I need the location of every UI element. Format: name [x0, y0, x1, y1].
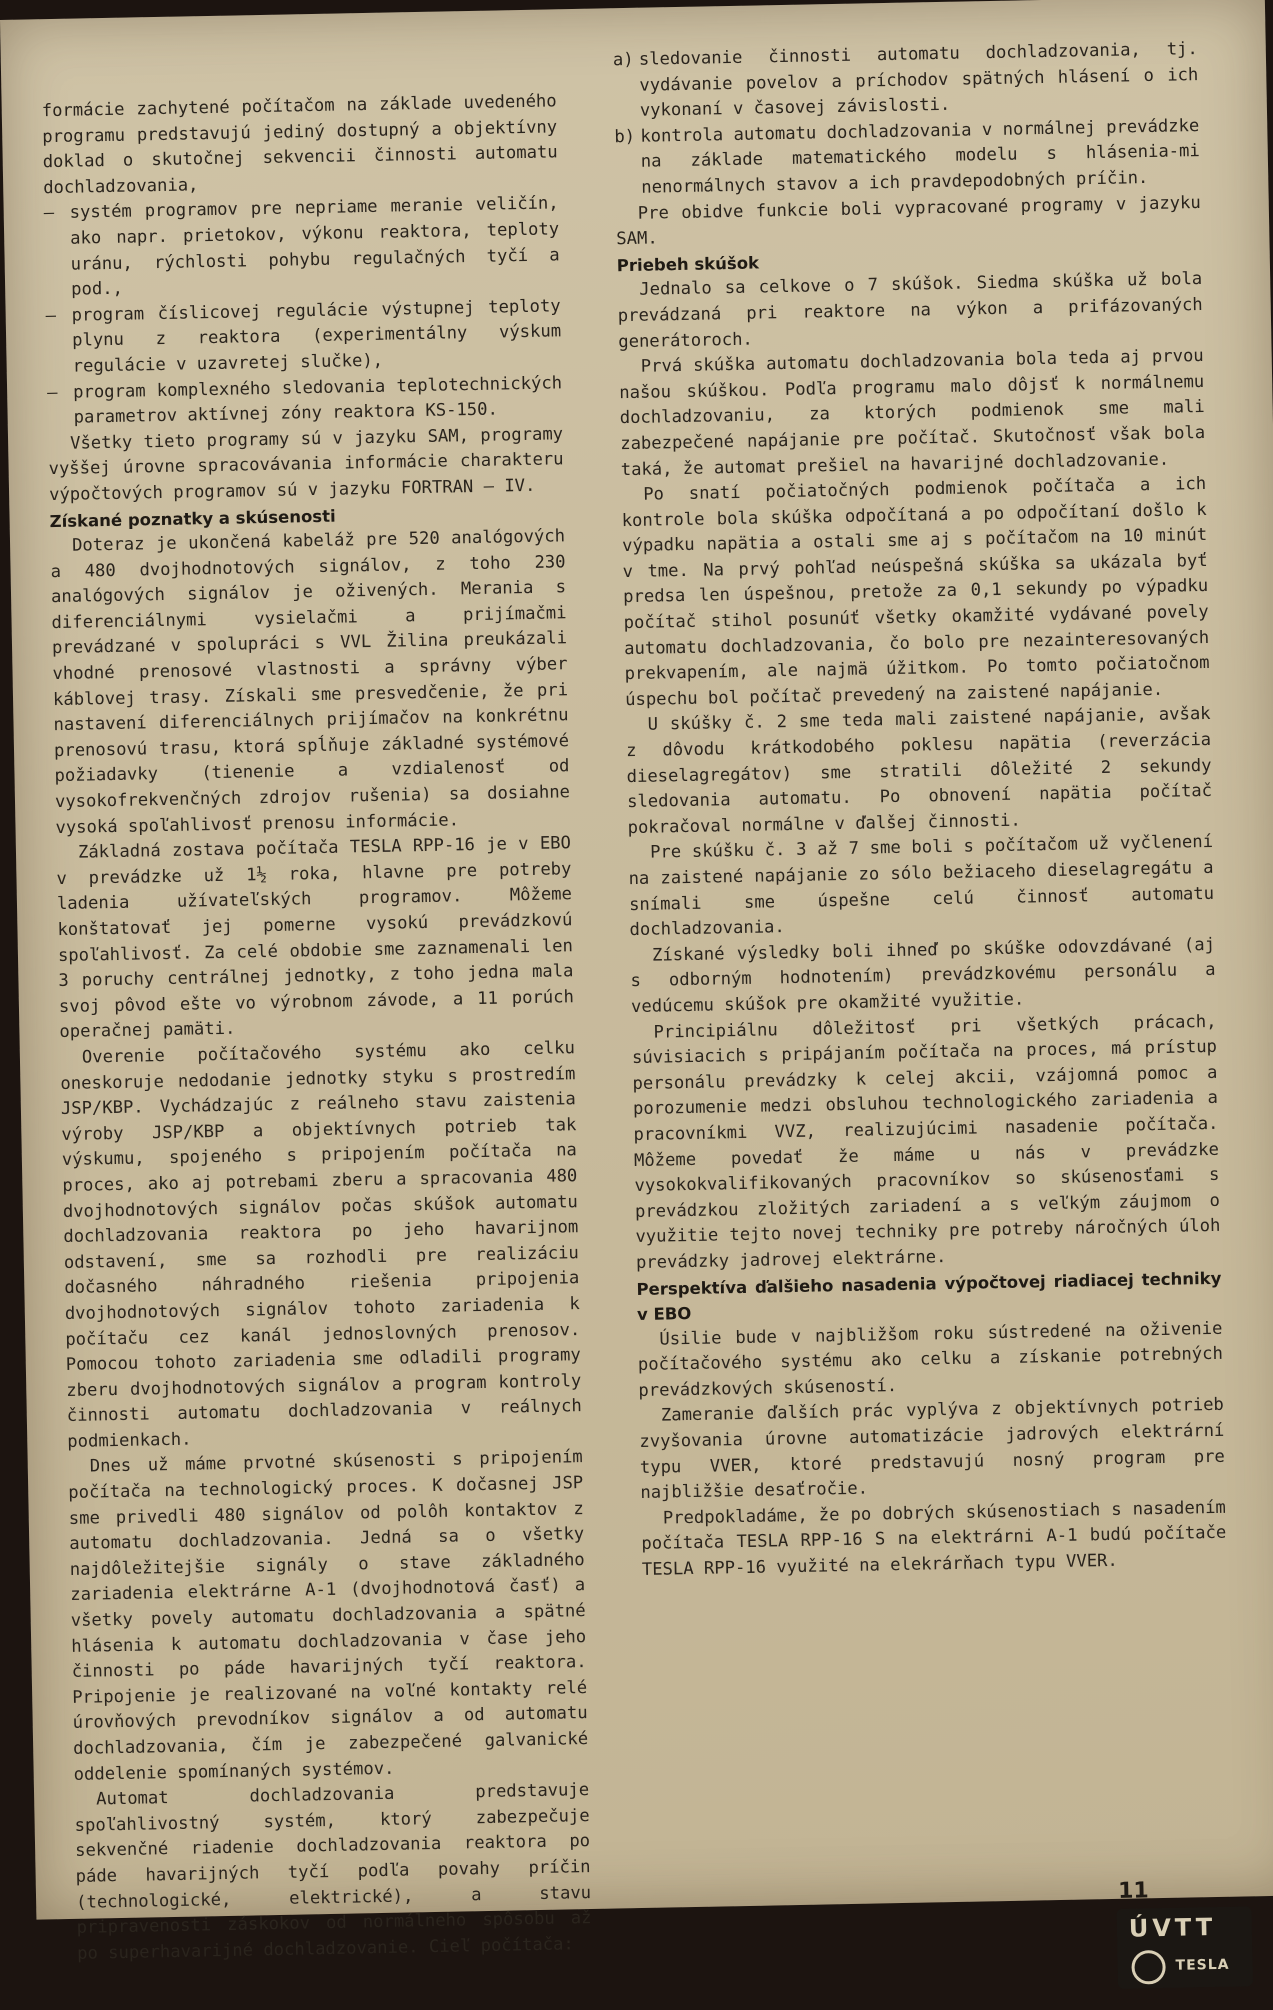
list-item: [45, 294, 561, 381]
left-column: [42, 89, 593, 1967]
list-marker: a): [612, 49, 634, 71]
list-item-text: kontrola automatu dochladzovania v normálnej prevádzke na základe matematického modelu s hlásenia-mi nenormálnych stavov a ich pravdepodobných príčin.: [640, 115, 1200, 198]
paragraph: Získané výsledky boli ihneď po skúške odovzdávané (aj s odborným hodnotením) prevádzkovému personálu a vedúcemu skúšok pre okamžité využitie.: [630, 934, 1216, 1018]
publisher-logo: [1116, 1906, 1253, 1989]
section-heading: Perspektíva ďalšieho nasadenia výpočtovej riadiacej techniky v EBO: [636, 1268, 1222, 1325]
list-item-text: program číslicovej regulácie výstupnej teploty plynu z reaktora (experimentálny výskum regulácie v uzavretej slučke),: [71, 296, 562, 377]
paragraph: Pre skúšku č. 3 až 7 sme boli s počítačom už vyčlenení na zaistené napájanie zo sólo bežiaceho dieselagregátu a snímali sme úspešne celú činnosť automatu dochladzovania.: [628, 832, 1215, 941]
paragraph: Úsilie bude v najbližšom roku sústredené na oživenie počítačového systému ako celku a získanie potrebných prevádzkových skúseností.: [637, 1318, 1224, 1401]
logo-circle-icon: [1131, 1950, 1166, 1985]
list-item: [43, 192, 560, 304]
paragraph: Principiálnu dôležitosť pri všetkých prácach, súvisiacich s pripájaním počítača na proces, má prístup personálu prevádzky k celej akcii, vzájomná pomoc a porozumenie medzi obsluhou technologického zariadenia a pracovníkmi VVZ, realizujúcimi nasadenie počítača. Môžeme povedať že máme u nás v prevádzke vysokokvalifikovaných pracovníkov so skúsenosťami s prevádzkou zložitých zariadení a s veľkým záujmom o využitie tejto novej techniky pre potreby náročných úloh prevádzky jadrovej elektrárne.: [631, 1011, 1221, 1273]
list-item-text: sledovanie činnosti automatu dochladzovania, tj. vydávanie povelov a príchodov spätných hlásení o ich vykonaní v časovej závislosti.: [638, 39, 1199, 121]
paragraph: Všetky tieto programy sú v jazyku SAM, programy vyššej úrovne spracovávania informácie charakteru výpočtových programov sú v jazyku FORTRAN — IV.: [48, 423, 564, 506]
paragraph: Pre obidve funkcie boli vypracované programy v jazyku SAM.: [616, 192, 1201, 250]
paragraph: Jednalo sa celkove o 7 skúšok. Siedma skúška už bola prevádzaná pri reaktore na výkon a prifázovaných generátoroch.: [617, 269, 1203, 352]
paragraph: Základná zostava počítača TESLA RPP-16 je v EBO v prevádzke už 1½ roka, hlavne pre potreby ladenia užívateľských programov. Môžeme konštatovať jej pomerne vysokú prevádzkovú spoľahlivosť. Za celé obdobie sme zaznamenali len 3 poruchy centrálnej jednotky, z toho jedna mala svoj pôvod ešte vo výrobnom závode, a 11 porúch operačnej pamäti.: [56, 833, 575, 1043]
list-marker: b): [614, 126, 636, 148]
logo-bottom-text: TESLA: [1175, 1956, 1230, 1974]
paragraph: Zameranie ďalších prác vyplýva z objektívnych potrieb zvyšovania úrovne automatizácie jadrových elektrární typu VVER, ktoré predstavujú nosný program pre najbližšie desaťročie.: [639, 1395, 1225, 1504]
paragraph: U skúšky č. 2 sme teda mali zaistené napájanie, avšak z dôvodu krátkodobého poklesu napätia (reverzácia dieselagregátov) sme stratili dôležité 2 sekundy sledovania automatu. Po obnovení napätia počítač pokračoval normálne v ďalšej činnosti.: [625, 704, 1213, 838]
list-item-text: program komplexného sledovania teplotechnických parametrov aktívnej zóny reaktora KS-150.: [72, 372, 563, 428]
list-item: [613, 37, 1199, 125]
page-number: 11: [1117, 1878, 1149, 1904]
section-heading: Získané poznatky a skúsenosti: [49, 506, 336, 531]
dash-mark: —: [45, 305, 57, 326]
list-item: [47, 371, 563, 432]
dash-mark: —: [46, 382, 58, 403]
paragraph: Predpokladáme, že po dobrých skúsenostiach s nasadením počítača TESLA RPP-16 S na elektrárni A-1 budú počítače TESLA RPP-16 využité na elekrárňach typu VVER.: [641, 1497, 1227, 1580]
paragraph: Overenie počítačového systému ako celku oneskoruje nedodanie jednotky styku s prostredím JSP/KBP. Vychádzajúc z reálneho stavu zaistenia výroby JSP/KBP a objektívnych potrieb tak výskumu, spojeného s pripojením počítača na proces, ako aj potrebami zberu a spracovania 480 dvojhodnotových signálov počas skúšok automatu dochladzovania reaktora po jeho havarijnom odstavení, sme sa rozhodli pre realizáciu dočasného náhradného riešenia pripojenia dvojhodnotových signálov tohoto zariadenia k počítaču cez kanál jednoslovných prenosov. Pomocou tohoto zariadenia sme odladili programy zberu dvojhodnotových signálov a program kontroly činnosti automatu dochladzovania v reálnych podmienkach.: [60, 1038, 582, 1452]
paragraph: formácie zachytené počítačom na základe uvedeného programu predstavujú jediný dostupný a objektívny doklad o skutočnej sekvencii činnosti automatu dochladzovania,: [41, 91, 558, 198]
section-heading: Priebeh skúšok: [616, 253, 760, 275]
paragraph: Dnes už máme prvotné skúsenosti s pripojením počítača na technologický proces. K dočasnej JSP sme privedli 480 signálov od polôh kontaktov z automatu dochladzovania. Jedná sa o všetky najdôležitejšie signály o stave základného zariadenia elektrárne A-1 (dvojhodnotová časť) a všetky povely automatu dochladzovania a spätné hlásenia k automatu dochladzovania v čase jeho činnosti po páde havarijných tyčí reaktora. Pripojenie je realizované na voľné kontakty relé úrovňových prevodníkov signálov a od automatu dochladzovania, čím je zabezpečené galvanické oddelenie spomínaných systémov.: [68, 1447, 589, 1785]
paragraph: Automat dochladzovania predstavuje spoľahlivostný systém, ktorý zabezpečuje sekvenčné riadenie dochladzovania reaktora po páde havarijných tyčí podľa povahy príčin (technologické, elektrické), a stavu pripravenosti záskokov od normálneho spôsobu až po superhavarijné dochladzovanie. Cieľ počítača:: [74, 1780, 592, 1964]
list-item-text: systém programov pre nepriame meranie veličín, ako napr. prietokov, výkonu reaktora, teploty uránu, rýchlosti pohybu regulačných tyčí a pod.,: [69, 193, 560, 300]
right-column: [613, 37, 1227, 1584]
logo-top-text: ÚVTT: [1128, 1913, 1217, 1943]
paragraph: Po snatí počiatočných podmienok počítača a ich kontrole bola skúška odpočítaná a po odpočítaní došlo k výpadku napätia a ostali sme aj s počítačom na 10 minút v tme. Na prvý pohľad neúspešná skúška sa ukázala byť predsa len úspešnou, pretože za 0,1 sekundy po výpadku počítač stihol posunúť všetky okamžité vydávané povely automatu dochladzovania, čo bolo pre nezainteresovaných prekvapením, ale najmä úžitkom. Po tomto počiatočnom úspechu bol počítač prevedený na zaistené napájanie.: [621, 474, 1210, 710]
paragraph: Prvá skúška automatu dochladzovania bola teda aj prvou našou skúškou. Podľa programu malo dôjsť k normálnemu dochladzovaniu, za ktorých podmienok sme mali zabezpečené napájanie pre počítač. Skutočnosť však bola taká, že automat prešiel na havarijné dochladzovanie.: [619, 346, 1206, 480]
paragraph: Doteraz je ukončená kabeláž pre 520 analógových a 480 dvojhodnotových signálov, z toho 230 analógových signálov je oživených. Merania s diferenciálnymi vysielačmi a prijímačmi prevádzané v spolupráci s VVL Žilina preukázali vhodné prenosové vlastnosti a správny výber káblovej trasy. Získali sme presvedčenie, že pri nastavení diferenciálnych prijímačov na konkrétnu prenosovú trasu, ktorá spĺňuje základné systémové požiadavky (tienenie a vzdialenosť od vysokofrekvenčných zdrojov rušenia) sa dosiahne vysoká spoľahlivosť prenosu informácie.: [50, 526, 571, 838]
list-item: [614, 114, 1200, 202]
dash-mark: —: [43, 203, 55, 224]
